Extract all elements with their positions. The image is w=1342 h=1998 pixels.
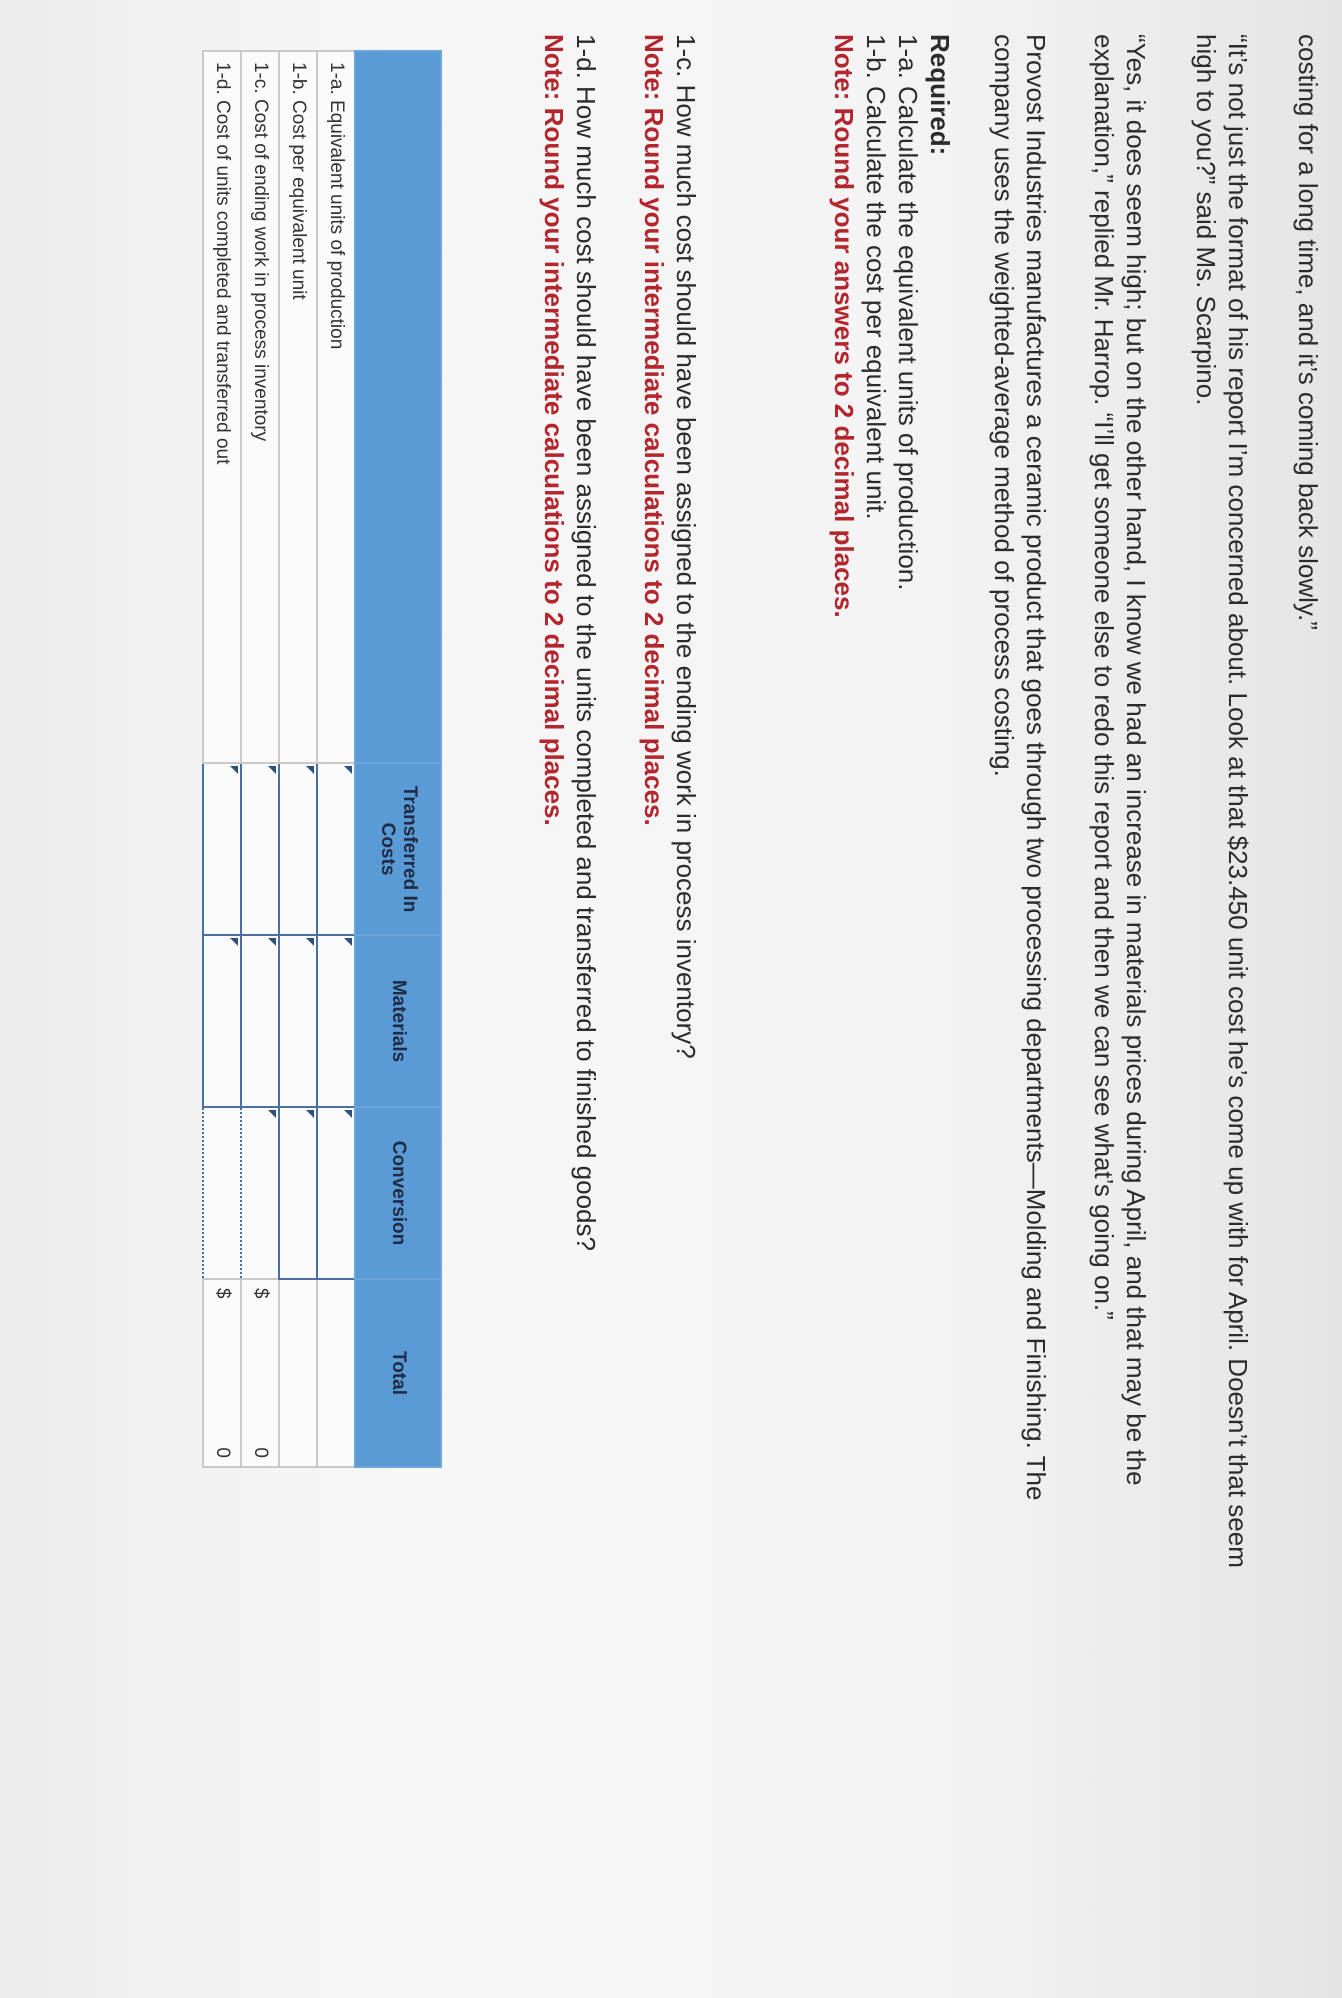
header-total: Total	[355, 1279, 441, 1467]
table-header-row	[355, 51, 441, 1467]
row-label: 1-d. Cost of units completed and transferred out	[203, 51, 241, 763]
company-line: company uses the weighted-average method of process costing.	[989, 34, 1019, 777]
transferred-in-input[interactable]	[241, 763, 279, 935]
currency-symbol: $	[212, 1288, 233, 1299]
table-row	[279, 51, 317, 1467]
quote-line: “Yes, it does seem high; but on the other hand, I know we had an increase in materials prices during April, and that may be the	[1121, 34, 1151, 1486]
conversion-input[interactable]	[279, 1107, 317, 1279]
required-item-a: 1-a. Calculate the equivalent units of production.	[893, 34, 923, 591]
required-item-b: 1-b. Calculate the cost per equivalent unit.	[861, 34, 891, 520]
total-value: 0	[250, 1447, 271, 1458]
currency-symbol: $	[250, 1288, 271, 1299]
total-cell	[279, 1279, 317, 1467]
conversion-input[interactable]	[317, 1107, 355, 1279]
question-1d-note: Note: Round your intermediate calculations to 2 decimal places.	[539, 34, 569, 826]
quote-line: explanation,” replied Mr. Harrop. “I’ll get someone else to redo this report and then we can see what’s going on.”	[1089, 34, 1119, 1320]
quote-line: “It’s not just the format of his report I’m concerned about. Look at that $23.450 unit cost he’s come up with for April. Doesn’t that seem	[1223, 34, 1253, 1568]
question-1d	[538, 34, 602, 1874]
total-cell	[203, 1279, 241, 1467]
header-materials: Materials	[355, 935, 441, 1107]
table-row	[203, 51, 241, 1467]
total-value: 0	[212, 1447, 233, 1458]
required-note: Note: Round your answers to 2 decimal places.	[829, 34, 859, 618]
transferred-in-input[interactable]	[279, 763, 317, 935]
row-label: 1-c. Cost of ending work in process inventory	[241, 51, 279, 763]
intro-line: costing for a long time, and it’s coming back slowly.”	[1293, 34, 1323, 630]
materials-input[interactable]	[241, 935, 279, 1107]
table-row	[241, 51, 279, 1467]
required-section	[828, 34, 956, 1874]
transferred-in-input[interactable]	[317, 763, 355, 935]
quote-harrop	[1088, 34, 1152, 1874]
header-transferred-in: Transferred In Costs	[355, 763, 441, 935]
transferred-in-input[interactable]	[203, 763, 241, 935]
header-conversion: Conversion	[355, 1107, 441, 1279]
materials-input[interactable]	[317, 935, 355, 1107]
answer-table	[202, 50, 442, 1468]
company-line: Provost Industries manufactures a ceramic product that goes through two processing departments—Molding and Finishing. The	[1021, 34, 1051, 1501]
conversion-input[interactable]	[203, 1107, 241, 1279]
row-label: 1-b. Cost per equivalent unit	[279, 51, 317, 763]
company-description	[988, 34, 1052, 1874]
question-1c	[638, 34, 702, 1874]
question-1c-note: Note: Round your intermediate calculations to 2 decimal places.	[639, 34, 669, 826]
question-1d-text: 1-d. How much cost should have been assigned to the units completed and transferred to finished goods?	[571, 34, 601, 1251]
total-cell	[317, 1279, 355, 1467]
total-cell	[241, 1279, 279, 1467]
materials-input[interactable]	[203, 935, 241, 1107]
question-1c-text: 1-c. How much cost should have been assigned to the ending work in process inventory?	[671, 34, 701, 1059]
conversion-input[interactable]	[241, 1107, 279, 1279]
quote-scarpino	[1190, 34, 1254, 1874]
header-blank	[355, 51, 441, 763]
materials-input[interactable]	[279, 935, 317, 1107]
quote-line: high to you?” said Ms. Scarpino.	[1191, 34, 1221, 406]
table-row	[317, 51, 355, 1467]
row-label: 1-a. Equivalent units of production	[317, 51, 355, 763]
required-heading: Required:	[925, 34, 955, 156]
